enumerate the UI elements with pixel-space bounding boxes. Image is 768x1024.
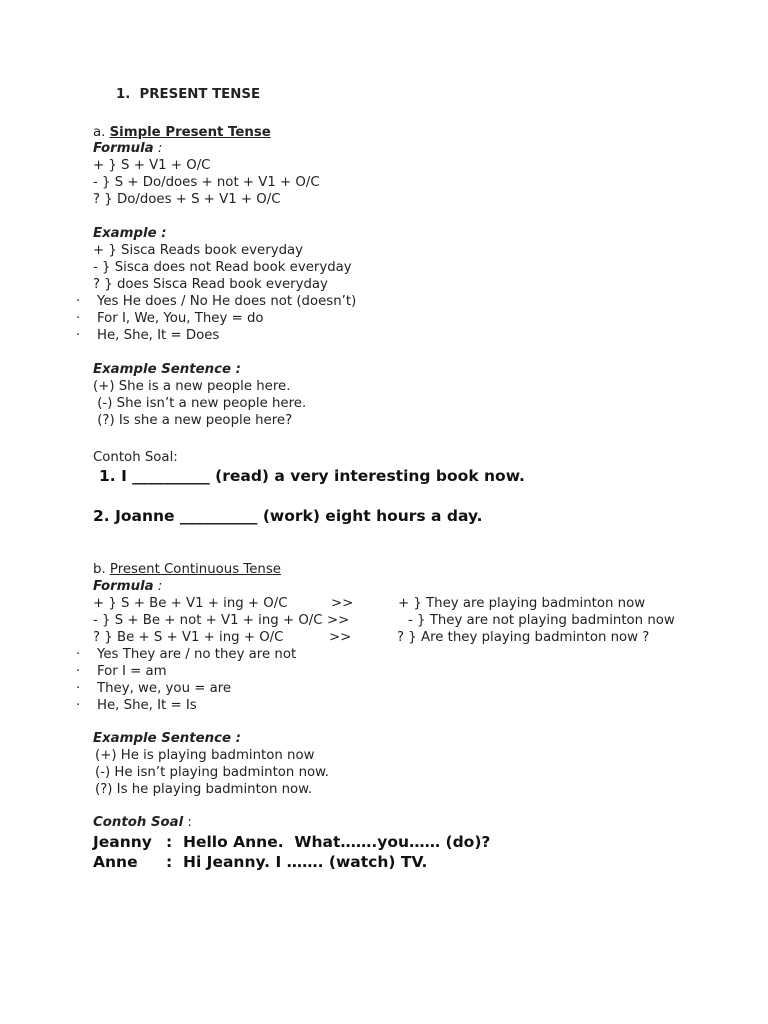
note-line: Yes They are / no they are not	[97, 647, 297, 662]
subsection-letter: b.	[93, 562, 106, 577]
example-line: + } Sisca Reads book everyday	[93, 243, 304, 258]
formula-label-text: Formula	[93, 579, 154, 594]
subsection-letter: a.	[93, 125, 106, 140]
sentence-line: (?) Is he playing badminton now.	[95, 782, 313, 797]
example-line: - } Sisca does not Read book everyday	[93, 260, 352, 275]
contoh-soal-text: Contoh Soal	[93, 815, 184, 830]
dialogue-speaker: Jeanny	[93, 833, 152, 851]
subsection-heading-continuous	[93, 561, 281, 578]
subsection-heading-simple	[93, 124, 271, 141]
formula-right: ? } Are they playing badminton now ?	[397, 630, 650, 645]
formula-right: - } They are not playing badminton now	[408, 613, 675, 628]
contoh-soal-label: Contoh Soal:	[93, 450, 178, 465]
formula-left: + } S + Be + V1 + ing + O/C	[93, 596, 288, 611]
formula-arrow: >>	[329, 630, 352, 645]
question-line: 1. I __________ (read) a very interesting book now.	[99, 467, 525, 485]
formula-label	[93, 578, 162, 595]
sentence-line: (-) He isn’t playing badminton now.	[95, 765, 330, 780]
example-line: ? } does Sisca Read book everyday	[93, 277, 328, 292]
formula-right: + } They are playing badminton now	[398, 596, 646, 611]
note-line: He, She, It = Does	[97, 328, 220, 343]
bullet-icon: ·	[76, 681, 81, 696]
formula-line: + } S + V1 + O/C	[93, 158, 211, 173]
formula-colon: :	[153, 579, 163, 594]
note-line: For I, We, You, They = do	[97, 311, 264, 326]
bullet-icon: ·	[76, 311, 81, 326]
formula-arrow: >>	[327, 613, 350, 628]
formula-label-text: Formula	[93, 141, 154, 156]
dialogue-line: Hello Anne. What…….you…… (do)?	[183, 833, 491, 851]
sentence-line: (+) He is playing badminton now	[95, 748, 315, 763]
sentence-line: (?) Is she a new people here?	[93, 413, 293, 428]
contoh-soal-label	[93, 814, 192, 831]
note-line: They, we, you = are	[97, 681, 232, 696]
question-line: 2. Joanne __________ (work) eight hours a day.	[93, 507, 483, 525]
dialogue-speaker: Anne	[93, 853, 138, 871]
note-line: He, She, It = Is	[97, 698, 197, 713]
bullet-icon: ·	[76, 328, 81, 343]
note-line: Yes He does / No He does not (doesn’t)	[97, 294, 357, 309]
formula-line: ? } Do/does + S + V1 + O/C	[93, 192, 281, 207]
subsection-title: Present Continuous Tense	[109, 562, 281, 577]
sentence-line: (+) She is a new people here.	[93, 379, 291, 394]
subsection-title: Simple Present Tense	[109, 125, 271, 140]
contoh-soal-colon: :	[183, 815, 192, 830]
sentence-line: (-) She isn’t a new people here.	[93, 396, 307, 411]
dialogue-separator: :	[166, 833, 173, 851]
formula-arrow: >>	[331, 596, 354, 611]
bullet-icon: ·	[76, 294, 81, 309]
formula-label	[93, 140, 162, 157]
formula-left: ? } Be + S + V1 + ing + O/C	[93, 630, 284, 645]
example-label: Example :	[93, 226, 167, 241]
bullet-icon: ·	[76, 698, 81, 713]
example-sentence-label: Example Sentence :	[93, 362, 241, 377]
formula-colon: :	[153, 141, 163, 156]
formula-line: - } S + Do/does + not + V1 + O/C	[93, 175, 320, 190]
example-sentence-label: Example Sentence :	[93, 731, 241, 746]
dialogue-separator: :	[166, 853, 173, 871]
bullet-icon: ·	[76, 664, 81, 679]
note-line: For I = am	[97, 664, 167, 679]
section-title: 1. PRESENT TENSE	[116, 87, 261, 102]
bullet-icon: ·	[76, 647, 81, 662]
formula-left: - } S + Be + not + V1 + ing + O/C	[93, 613, 323, 628]
dialogue-line: Hi Jeanny. I ……. (watch) TV.	[183, 853, 428, 871]
